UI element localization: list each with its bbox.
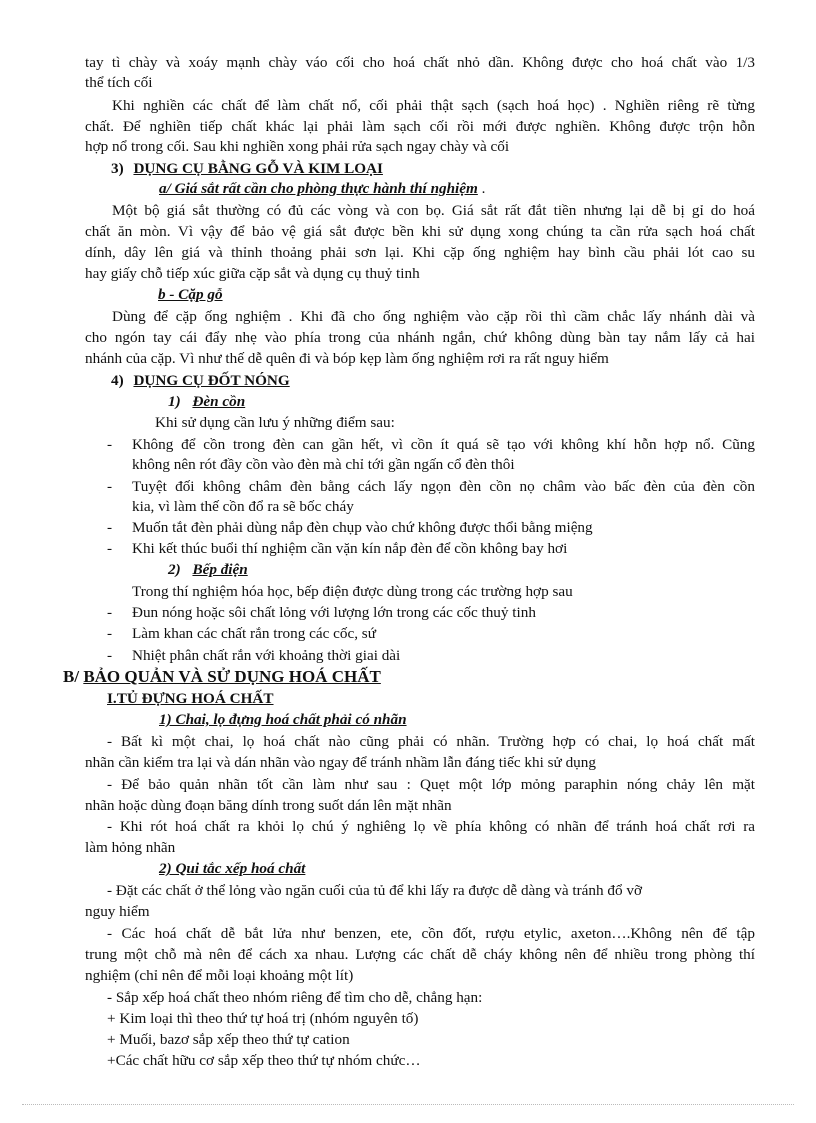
list-item-continued: không nên rót đầy cồn vào đèn mà chỉ tới gần ngấn cổ đèn thôi bbox=[132, 456, 515, 473]
paragraph-line: tay tì chày và xoáy mạnh chày váo cối cho hoá chất nhỏ dần. Không được cho hoá chất vào 1/3 bbox=[85, 54, 755, 71]
subheading-i-1: 1) Chai, lọ đựng hoá chất phải có nhãn bbox=[159, 711, 407, 728]
bullet-marker: - bbox=[107, 625, 113, 642]
list-item-continued: kia, vì làm thế cồn đổ ra sẽ bốc cháy bbox=[132, 498, 354, 515]
bullet-marker: - bbox=[107, 647, 113, 664]
paragraph-line: +Các chất hữu cơ sắp xếp theo thứ tự nhóm chức… bbox=[107, 1052, 421, 1069]
list-item: Nhiệt phân chất rắn với khoảng thời giai dài bbox=[132, 647, 401, 664]
paragraph-line: nhãn hoặc dùng đoạn băng dính trong suốt dán lên mặt nhãn bbox=[85, 797, 452, 814]
heading-number: 3) bbox=[111, 160, 124, 177]
paragraph-line: - Khi rót hoá chất ra khỏi lọ chú ý nghiêng lọ về phía không có nhãn để tránh hoá chất rơi ra bbox=[107, 818, 755, 835]
paragraph-line: nguy hiểm bbox=[85, 903, 150, 920]
paragraph-line: cho ngón tay cái đẩy nhẹ vào phía trong của nhánh ngắn, chứ không dùng bàn tay nắm lấy cả hai bbox=[85, 329, 755, 346]
heading-text: Bếp điện bbox=[192, 561, 248, 578]
paragraph-line: + Kim loại thì theo thứ tự hoá trị (nhóm nguyên tố) bbox=[107, 1010, 419, 1027]
bullet-marker: - bbox=[107, 604, 113, 621]
paragraph-line: trung một chỗ mà nên để cách xa nhau. Lượng các chất dễ cháy không nên để nhiều trong phòng thí bbox=[85, 946, 755, 963]
heading-text: DỤNG CỤ BẰNG GỖ VÀ KIM LOẠI bbox=[133, 160, 383, 177]
subheading-text: a/ Giá sắt rất cần cho phòng thực hành thí nghiệm bbox=[159, 180, 478, 197]
paragraph-line: Dùng để cặp ống nghiệm . Khi đã cho ống nghiệm vào cặp rồi thì cầm chắc lấy nhánh dài và bbox=[112, 308, 755, 325]
paragraph-line: dính, dây lên giá và thỉnh thoảng phải sơn lại. Khi cặp ống nghiệm hay bình cầu phải lót cao su bbox=[85, 244, 755, 261]
paragraph-line: Khi sử dụng cần lưu ý những điểm sau: bbox=[155, 414, 395, 431]
paragraph-line: nhánh của cặp. Vì như thế dễ quên đi và bóp kẹp làm ống nghiệm rơi ra rất nguy hiểm bbox=[85, 350, 609, 367]
section-heading-i: I.TỦ ĐỰNG HOÁ CHẤT bbox=[107, 690, 274, 707]
paragraph-line: - Các hoá chất dễ bắt lửa như benzen, ete, cồn đốt, rượu etylic, axeton….Không nên để tập bbox=[107, 925, 755, 942]
paragraph-line: hợp nổ trong cối. Sau khi nghiền xong phải rửa sạch ngay chày và cối bbox=[85, 138, 510, 155]
paragraph-line: - Bất kì một chai, lọ hoá chất nào cũng phải có nhãn. Trường hợp có chai, lọ hoá chất mất bbox=[107, 733, 755, 750]
list-item: Làm khan các chất rắn trong các cốc, sứ bbox=[132, 625, 376, 642]
paragraph-line: nhãn cần kiểm tra lại và dán nhãn vào ngay để tránh nhầm lẫn đáng tiếc khi sử dụng bbox=[85, 754, 596, 771]
paragraph-line: - Sắp xếp hoá chất theo nhóm riêng để tìm cho dễ, chẳng hạn: bbox=[107, 989, 483, 1006]
paragraph-line: - Để bảo quản nhãn tốt cần làm như sau : Quẹt một lớp mỏng paraphin nóng chảy lên mặt bbox=[107, 776, 755, 793]
bullet-marker: - bbox=[107, 436, 113, 453]
subheading-i-2: 2) Qui tắc xếp hoá chất bbox=[159, 860, 306, 877]
paragraph-line: Trong thí nghiệm hóa học, bếp điện được dùng trong các trường hợp sau bbox=[132, 583, 573, 600]
list-item: Đun nóng hoặc sôi chất lỏng với lượng lớn trong các cốc thuỷ tinh bbox=[132, 604, 536, 621]
list-item: Không để cồn trong đèn can gần hết, vì cồn ít quá sẽ tạo với không khí hỗn hợp nổ. Cũng bbox=[132, 436, 755, 453]
heading-number: 1) bbox=[168, 393, 181, 410]
paragraph-line: hay giấy chỗ tiếp xúc giữa cặp sắt và dụng cụ thuỷ tinh bbox=[85, 265, 420, 282]
heading-text: BẢO QUẢN VÀ SỬ DỤNG HOÁ CHẤT bbox=[83, 667, 381, 686]
paragraph-line: chất ăn mòn. Vì vậy để bảo vệ giá sắt được bền khi sử dụng xong chúng ta cần rửa sạch hoá chất bbox=[85, 223, 755, 240]
list-item: Tuyệt đối không châm đèn bằng cách lấy ngọn đèn cồn nọ châm vào bấc đèn của đèn cồn bbox=[132, 478, 755, 495]
subheading-a bbox=[159, 179, 485, 199]
list-item: Muốn tắt đèn phải dùng nắp đèn chụp vào chứ không được thổi bằng miệng bbox=[132, 519, 593, 536]
bullet-marker: - bbox=[107, 519, 113, 536]
paragraph-line: chất. Để nghiền tiếp chất khác lại phải làm sạch cối rồi mới được nghiền. Không được trộn hỗn bbox=[85, 118, 755, 135]
subheading-tail: . bbox=[481, 180, 486, 197]
heading-number: 4) bbox=[111, 372, 124, 389]
paragraph-line: + Muối, bazơ sắp xếp theo thứ tự cation bbox=[107, 1031, 350, 1048]
paragraph-line: thể tích cối bbox=[85, 74, 153, 91]
heading-number: 2) bbox=[168, 561, 181, 578]
paragraph-line: làm hỏng nhãn bbox=[85, 839, 176, 856]
bullet-marker: - bbox=[107, 540, 113, 557]
list-item: Khi kết thúc buổi thí nghiệm cần vặn kín nắp đèn để cồn không bay hơi bbox=[132, 540, 568, 557]
heading-text: DỤNG CỤ ĐỐT NÓNG bbox=[133, 372, 290, 389]
section-heading-4 bbox=[111, 371, 290, 391]
subheading-4-1 bbox=[168, 392, 245, 412]
page-bottom-divider bbox=[22, 1104, 794, 1105]
subheading-b: b - Cặp gỗ bbox=[158, 286, 223, 303]
part-heading-b bbox=[63, 667, 381, 687]
section-heading-3 bbox=[111, 159, 383, 179]
paragraph-line: Một bộ giá sắt thường có đủ các vòng và con bọ. Giá sắt rất đắt tiền nhưng lại dễ bị gỉ do hoá bbox=[112, 202, 755, 219]
heading-text: Đèn cồn bbox=[192, 393, 246, 410]
heading-prefix: B/ bbox=[63, 667, 80, 686]
paragraph-line: Khi nghiền các chất để làm chất nổ, cối phải thật sạch (sạch hoá học) . Nghiền riêng rẽ từng bbox=[112, 97, 755, 114]
subheading-4-2 bbox=[168, 560, 248, 580]
paragraph-line: nghiệm (chỉ nên để mỗi loại khoảng một lít) bbox=[85, 967, 354, 984]
paragraph-line: - Đặt các chất ở thể lỏng vào ngăn cuối của tủ để khi lấy ra được dễ dàng và tránh đổ vỡ bbox=[107, 882, 643, 899]
bullet-marker: - bbox=[107, 478, 113, 495]
